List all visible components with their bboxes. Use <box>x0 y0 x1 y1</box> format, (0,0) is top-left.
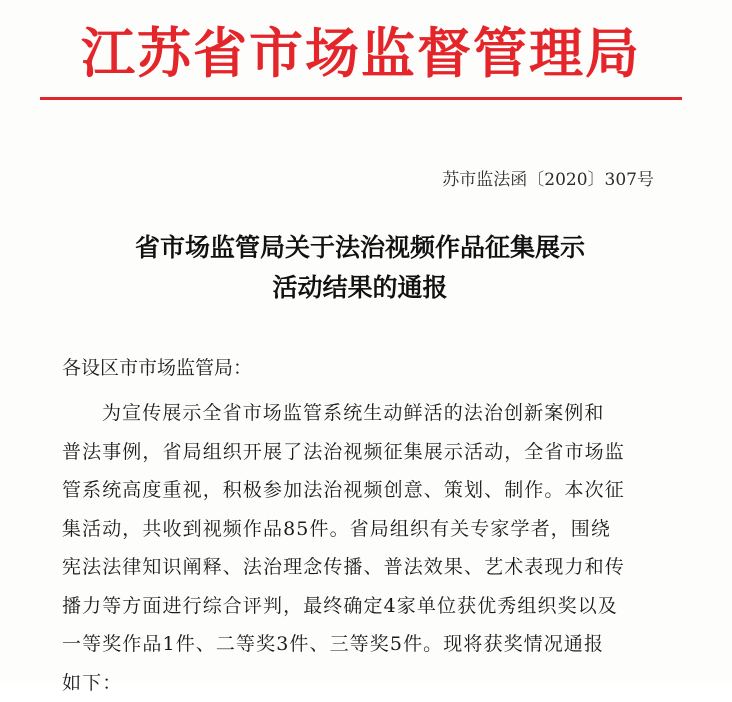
title-line-2: 活动结果的通报 <box>40 268 680 308</box>
body-line: 普法事例，省局组织开展了法治视频征集展示活动，全省市场监 <box>62 433 682 472</box>
body-line: 一等奖作品1件、二等奖3件、三等奖5件。现将获奖情况通报 <box>62 625 682 664</box>
body-line: 如下： <box>62 664 682 702</box>
body-line: 播力等方面进行综合评判，最终确定4家单位获优秀组织奖以及 <box>62 587 682 626</box>
document-title <box>40 228 680 308</box>
salutation: 各设区市市场监管局： <box>62 354 252 382</box>
body-paragraph <box>62 394 682 702</box>
body-line: 集活动，共收到视频作品85件。省局组织有关专家学者，围绕 <box>62 510 682 549</box>
body-line: 为宣传展示全省市场监管系统生动鲜活的法治创新案例和 <box>62 394 682 433</box>
body-line: 管系统高度重视，积极参加法治视频创意、策划、制作。本次征 <box>62 471 682 510</box>
body-line: 宪法法律知识阐释、法治理念传播、普法效果、艺术表现力和传 <box>62 548 682 587</box>
agency-masthead: 江苏省市场监督管理局 <box>36 22 686 86</box>
masthead-red-divider <box>40 97 682 100</box>
document-number: 苏市监法函〔2020〕307号 <box>442 168 654 192</box>
title-line-1: 省市场监管局关于法治视频作品征集展示 <box>40 228 680 268</box>
